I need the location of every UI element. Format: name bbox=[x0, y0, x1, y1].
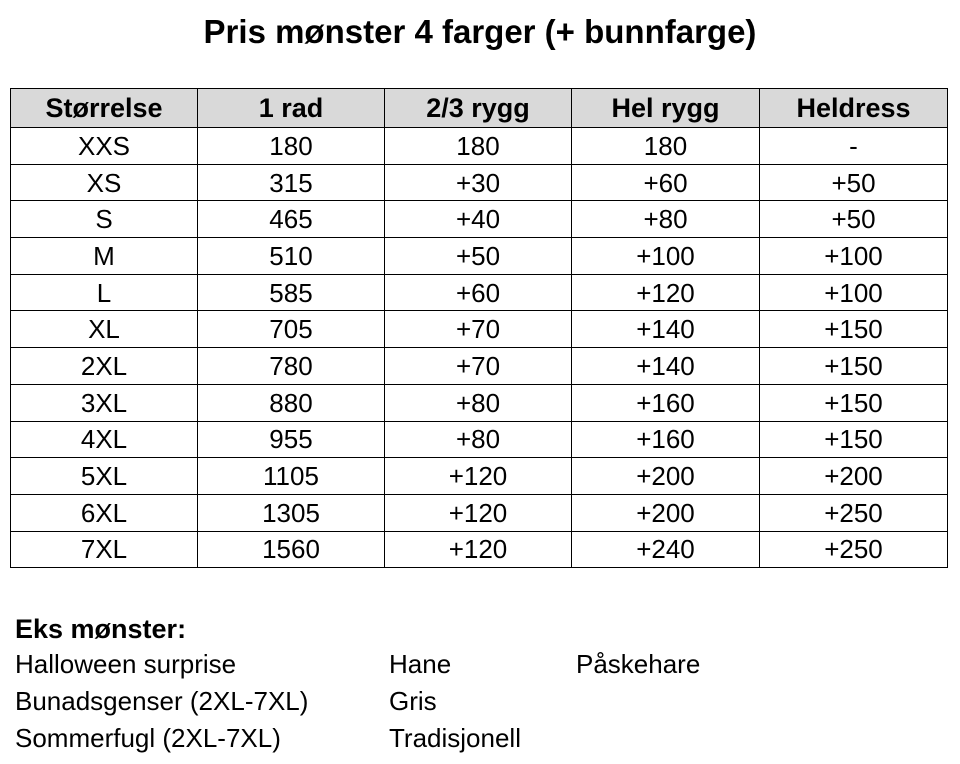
table-row bbox=[11, 201, 948, 238]
table-row bbox=[11, 531, 948, 568]
table-cell: 180 bbox=[198, 128, 385, 165]
table-row bbox=[11, 164, 948, 201]
table-cell: M bbox=[11, 238, 198, 275]
table-cell: 2XL bbox=[11, 348, 198, 385]
table-cell: +60 bbox=[385, 274, 572, 311]
header-full-suit: Heldress bbox=[760, 89, 948, 128]
table-cell: 4XL bbox=[11, 421, 198, 458]
table-cell: +80 bbox=[572, 201, 760, 238]
table-cell: 1305 bbox=[198, 494, 385, 531]
table-cell: L bbox=[11, 274, 198, 311]
table-cell: +120 bbox=[385, 458, 572, 495]
table-cell: +70 bbox=[385, 348, 572, 385]
table-row bbox=[11, 458, 948, 495]
table-cell: +120 bbox=[385, 494, 572, 531]
table-cell: +140 bbox=[572, 311, 760, 348]
table-header-row bbox=[11, 89, 948, 128]
header-one-row: 1 rad bbox=[198, 89, 385, 128]
table-row bbox=[11, 421, 948, 458]
table-cell: +50 bbox=[760, 164, 948, 201]
example-item: Sommerfugl (2XL-7XL) bbox=[15, 723, 281, 753]
table-cell: 465 bbox=[198, 201, 385, 238]
table-cell: +200 bbox=[572, 494, 760, 531]
table-cell: +120 bbox=[572, 274, 760, 311]
table-cell: 180 bbox=[385, 128, 572, 165]
table-cell: 880 bbox=[198, 384, 385, 421]
table-cell: 585 bbox=[198, 274, 385, 311]
table-row bbox=[11, 274, 948, 311]
table-cell: 780 bbox=[198, 348, 385, 385]
price-table bbox=[10, 88, 948, 568]
table-cell: +140 bbox=[572, 348, 760, 385]
table-cell: +100 bbox=[572, 238, 760, 275]
table-cell: 1560 bbox=[198, 531, 385, 568]
table-cell: 5XL bbox=[11, 458, 198, 495]
table-cell: +250 bbox=[760, 531, 948, 568]
examples-row bbox=[15, 683, 945, 720]
examples-row bbox=[15, 646, 945, 683]
table-cell: +50 bbox=[385, 238, 572, 275]
table-cell: +240 bbox=[572, 531, 760, 568]
table-row bbox=[11, 238, 948, 275]
table-cell: 315 bbox=[198, 164, 385, 201]
examples-heading: Eks mønster: bbox=[15, 614, 187, 644]
table-cell: 7XL bbox=[11, 531, 198, 568]
table-cell: +150 bbox=[760, 311, 948, 348]
table-cell: XS bbox=[11, 164, 198, 201]
examples-row bbox=[15, 720, 945, 757]
table-cell: +150 bbox=[760, 421, 948, 458]
example-item: Hane bbox=[389, 649, 452, 679]
table-row bbox=[11, 494, 948, 531]
table-cell: 6XL bbox=[11, 494, 198, 531]
table-cell: 510 bbox=[198, 238, 385, 275]
table-cell: +250 bbox=[760, 494, 948, 531]
table-cell: +160 bbox=[572, 384, 760, 421]
table-cell: - bbox=[760, 128, 948, 165]
table-cell: +100 bbox=[760, 238, 948, 275]
table-row bbox=[11, 348, 948, 385]
table-row bbox=[11, 384, 948, 421]
table-cell: +80 bbox=[385, 421, 572, 458]
table-cell: 3XL bbox=[11, 384, 198, 421]
table-row bbox=[11, 311, 948, 348]
page-title: Pris mønster 4 farger (+ bunnfarge) bbox=[203, 13, 757, 50]
table-cell: +150 bbox=[760, 384, 948, 421]
table-cell: +100 bbox=[760, 274, 948, 311]
header-size: Størrelse bbox=[11, 89, 198, 128]
table-cell: +200 bbox=[760, 458, 948, 495]
header-full-back: Hel rygg bbox=[572, 89, 760, 128]
table-cell: +30 bbox=[385, 164, 572, 201]
table-cell: 705 bbox=[198, 311, 385, 348]
example-item: Gris bbox=[389, 686, 437, 716]
table-cell: +160 bbox=[572, 421, 760, 458]
table-cell: +40 bbox=[385, 201, 572, 238]
table-row bbox=[11, 128, 948, 165]
example-item: Tradisjonell bbox=[389, 723, 521, 753]
table-cell: XXS bbox=[11, 128, 198, 165]
table-cell: 955 bbox=[198, 421, 385, 458]
example-item: Halloween surprise bbox=[15, 649, 237, 679]
table-cell: +120 bbox=[385, 531, 572, 568]
pattern-examples bbox=[15, 612, 945, 757]
table-cell: +150 bbox=[760, 348, 948, 385]
table-cell: +60 bbox=[572, 164, 760, 201]
header-two-thirds-back: 2/3 rygg bbox=[385, 89, 572, 128]
table-cell: +200 bbox=[572, 458, 760, 495]
example-item: Bunadsgenser (2XL-7XL) bbox=[15, 686, 309, 716]
table-cell: +80 bbox=[385, 384, 572, 421]
example-item: Påskehare bbox=[576, 649, 701, 679]
table-cell: +50 bbox=[760, 201, 948, 238]
table-cell: 180 bbox=[572, 128, 760, 165]
table-cell: XL bbox=[11, 311, 198, 348]
table-cell: 1105 bbox=[198, 458, 385, 495]
table-cell: +70 bbox=[385, 311, 572, 348]
table-cell: S bbox=[11, 201, 198, 238]
